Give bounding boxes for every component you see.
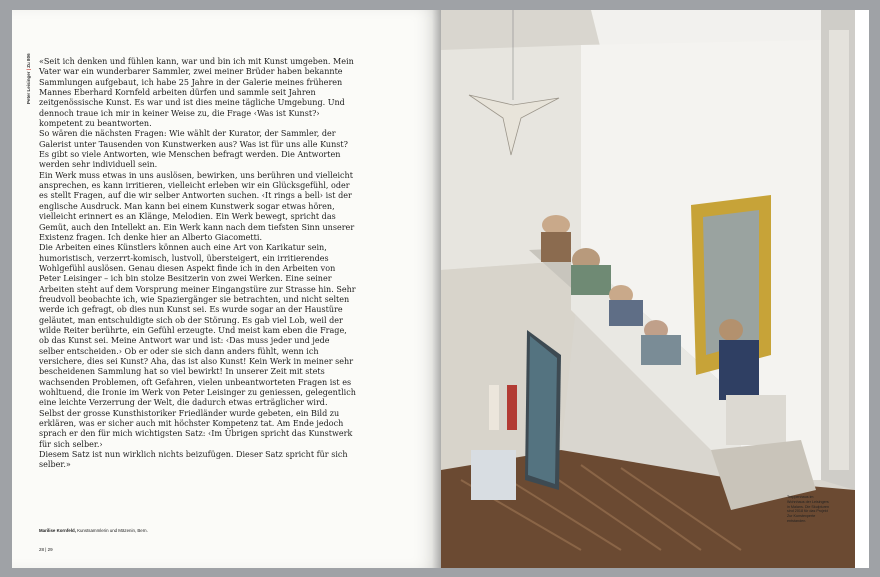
running-head (26, 44, 38, 114)
author-signature (39, 528, 148, 533)
page-numbers: 28 | 29 (39, 547, 53, 552)
signature-name: Marilise Kornfeld, (39, 528, 76, 533)
running-head-author: Peter Leisinger (26, 71, 31, 104)
right-page (441, 10, 869, 568)
photo-caption: Treppenhaus im Wohnhaus der Leisingers in Malans. Die Skulpturen sind 2018 für das Projekt Zur Kunstexperte entstanden. (787, 495, 830, 523)
door (829, 30, 849, 470)
car-sculpture (471, 450, 516, 500)
essay-paragraph: Selbst der grosse Kunsthistoriker Friedländer wurde gebeten, ein Bild zu erklären, was er sicher auch mit höchster Kompetenz tat. Am Ende jedoch sprach er den für mich wichtigsten Satz: ‹Im Übrigen spricht das Kunstwerk für sich selber.› (39, 408, 353, 449)
essay-paragraph: So wären die nächsten Fragen: Wie wählt der Kurator, der Sammler, der Galerist unter Tausenden von Kunstwerken aus? Was ist für uns alle Kunst? Es gibt so viele Antworten, wie Menschen befragt werden. Die Antworten werden sehr individuell sein. (39, 129, 348, 170)
signature-role: Kunstsammlerin und Mäzenin, Bern. (75, 528, 148, 533)
staircase-photo (441, 10, 855, 568)
essay-paragraph: Diesem Satz ist nun wirklich nichts beizufügen. Dieser Satz spricht für sich selber.» (39, 450, 348, 470)
essay-paragraph: «Seit ich denken und fühlen kann, war und bin ich mit Kunst umgeben. Mein Vater war ein wunderbarer Sammler, zwei meiner Brüder haben bekannte Sammlungen aufgebaut, ich habe 25 Jahre in der Galerie meines früheren Mannes Eberhard Kornfeld arbeiten dürfen und sammle seit Jahren zeitgenössische Kunst. Es war und ist dies meine tägliche Umgebung. Und dennoch traue ich mir in keiner Weise zu, die Frage ‹Was ist Kunst?› kompetent zu beantworten. (39, 57, 354, 129)
small-figure (489, 385, 499, 430)
gutter-shadow (432, 10, 441, 568)
small-figure (507, 385, 517, 430)
essay-body (39, 57, 357, 471)
running-head-section: Zu 806 (26, 53, 31, 68)
left-page (12, 10, 441, 568)
running-head-separator: | (26, 68, 31, 71)
essay-paragraph: Die Arbeiten eines Künstlers können auch eine Art von Karikatur sein, humoristisch, verzerrt-komisch, lustvoll, übersteigert, ein irritierendes Wohlgefühl auslösen. Genau diesen Aspekt finde ich in den Arbeiten von Peter Leisinger – ich bin stolze Besitzerin von zwei Werken. Eine seiner Arbeiten steht auf dem Vorsprung meiner Eingangstüre zur Strasse hin. Sehr freudvoll beobachte ich, wie Spaziergänger sie betrachten, und nicht selten werde ich gefragt, ob dies nun Kunst sei. Es wurde sogar an der Haustüre geläutet, man entschuldigte sich ob der Störung. Es gab viel Lob, weil der wilde Reiter berührte, ein Gefühl erzeugte. Und meist kam eben die Frage, ob das Kunst sei. Meine Antwort war und ist: ‹Das muss jeder und jede selber entscheiden.› Ob er oder sie sich dann anders fühlt, wenn ich versichere, dies sei Kunst? Aha, das ist also Kunst! Kein Werk in meiner sehr bescheidenen Sammlung hat so viel bewirkt! In unserer Zeit mit stets wachsenden Problemen, oft Gefahren, vielen unbeantworteten Fragen ist es wohltuend, die Ironie im Werk von Peter Leisinger zu geniessen, gelegentlich eine leichte Verzerrung der Welt, die dadurch etwas erträglicher wird. (39, 243, 356, 408)
essay-paragraph: Ein Werk muss etwas in uns auslösen, bewirken, uns berühren und vielleicht ansprechen, es kann irritieren, vielleicht erleben wir ein Glücksgefühl, oder es stellt Fragen, auf die wir selber Antworten suchen. ‹It rings a bell› ist der englische Ausdruck. Man kann bei einem Kunstwerk sogar etwas hören, vielleicht erinnert es an Klänge, Melodien. Ein Werk bewegt, spricht das Gemüt, auch den Intellekt an. Ein Werk kann nach dem tiefsten Sinn unserer Existenz fragen. Ich denke hier an Alberto Giacometti. (39, 170, 355, 242)
